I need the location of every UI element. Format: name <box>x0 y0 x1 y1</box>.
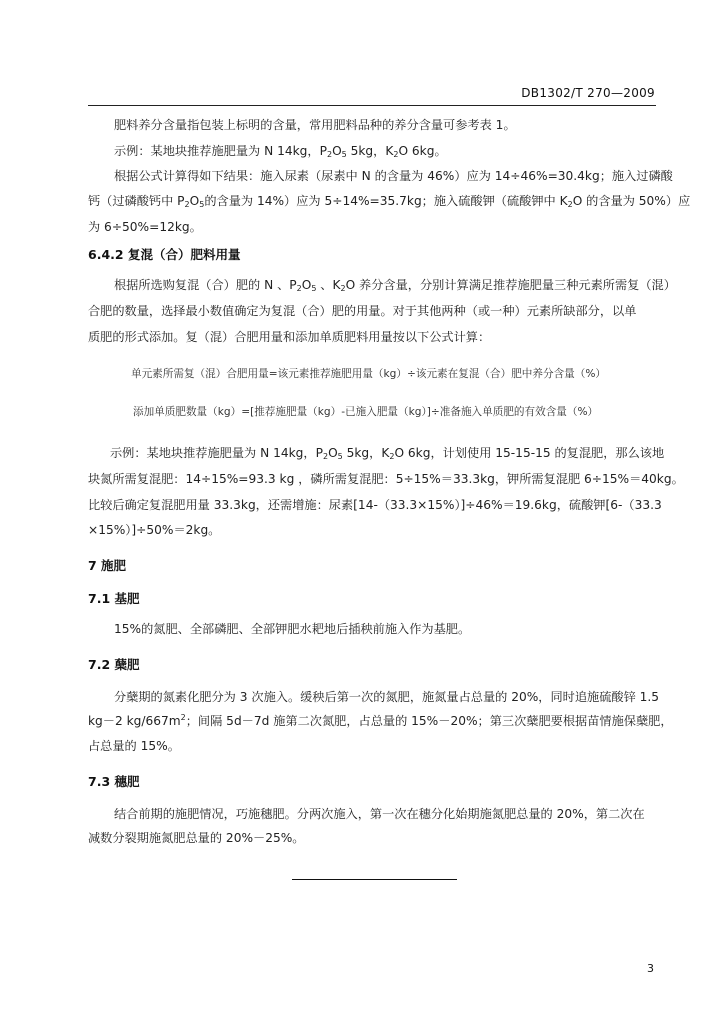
para1-line4: 钙（过磷酸钙中 $P_2O_5$的含量为 14%）应为 5÷14%=35.7kg；施入硫酸钾（硫酸钾中 $K_2O$ 的含量为 50%）应 <box>88 194 691 209</box>
para2-line1: 根据所选购复混（合）肥的 N 、$P_2O_5$ 、$K_2O$ 养分含量，分别计算满足推荐施肥量三种元素所需复（混） <box>114 278 676 293</box>
para3-line2: 块氮所需复混肥：14÷15%=93.3 kg ，磷所需复混肥：5÷15%＝33.3kg，钾所需复混肥 6÷15%＝40kg。 <box>88 472 684 486</box>
para1-line5: 为 6÷50%=12kg。 <box>88 220 202 234</box>
para1-line3: 根据公式计算得如下结果：施入尿素（尿素中 N 的含量为 46%）应为 14÷46%=30.4kg；施入过磷酸 <box>114 169 673 183</box>
para71-line1: 15%的氮肥、全部磷肥、全部钾肥水耙地后插秧前施入作为基肥。 <box>114 622 471 636</box>
para72-line2: kg－2 $kg/667m^2$；间隔 5d－7d 施第二次氮肥，占总量的 15%－20%；第三次蘖肥要根据苗情施保蘖肥， <box>88 713 673 728</box>
page-number: 3 <box>647 962 654 975</box>
end-of-text-rule <box>292 879 457 880</box>
formula-single-element: 单元素所需复（混）合肥用量=该元素推荐施肥用量（kg）÷该元素在复混（合）肥中养分含量（%） <box>131 368 607 380</box>
header-rule <box>88 105 656 106</box>
para3-line3: 比较后确定复混肥用量 33.3kg，还需增施：尿素[14-（33.3×15%）]÷46%＝19.6kg，硫酸钾[6-（33.3 <box>88 498 662 512</box>
para73-line2: 减数分裂期施氮肥总量的 20%－25%。 <box>88 831 305 845</box>
para72-line1: 分蘖期的氮素化肥分为 3 次施入。缓秧后第一次的氮肥，施氮量占总量的 20%，同时追施硫酸锌 1.5 <box>114 690 660 704</box>
section-7-1-heading: 7.1 基肥 <box>88 591 140 606</box>
para1-line2: 示例：某地块推荐施肥量为 N 14kg，$P_2O_5$ 5kg，$K_2O$ 6kg。 <box>114 144 447 159</box>
formula-single-fertilizer: 添加单质肥数量（kg）=[推荐施肥量（kg）-已施入肥量（kg）]÷准备施入单质肥的有效含量（%） <box>133 406 599 418</box>
para3-line1: 示例：某地块推荐施肥量为 N 14kg，$P_2O_5$ 5kg，$K_2O$ 6kg，计划使用 15-15-15 的复混肥，那么该地 <box>110 446 665 461</box>
para2-line2: 合肥的数量，选择最小数值确定为复混（合）肥的用量。对于其他两种（或一种）元素所缺部分，以单 <box>88 304 637 318</box>
document-code: DB1302/T 270—2009 <box>521 86 655 100</box>
section-6-4-2-heading: 6.4.2 复混（合）肥料用量 <box>88 247 241 262</box>
section-7-2-heading: 7.2 蘖肥 <box>88 657 140 672</box>
para2-line3: 质肥的形式添加。复（混）合肥用量和添加单质肥料用量按以下公式计算： <box>88 330 491 344</box>
section-7-3-heading: 7.3 穗肥 <box>88 774 140 789</box>
para3-line4: ×15%）]÷50%＝2kg。 <box>88 523 221 537</box>
para72-line3: 占总量的 15%。 <box>88 739 180 753</box>
section-7-heading: 7 施肥 <box>88 558 127 573</box>
para1-line1: 肥料养分含量指包装上标明的含量，常用肥料品种的养分含量可参考表 1。 <box>114 118 516 132</box>
para73-line1: 结合前期的施肥情况，巧施穗肥。分两次施入，第一次在穗分化始期施氮肥总量的 20%，第二次在 <box>114 807 645 821</box>
